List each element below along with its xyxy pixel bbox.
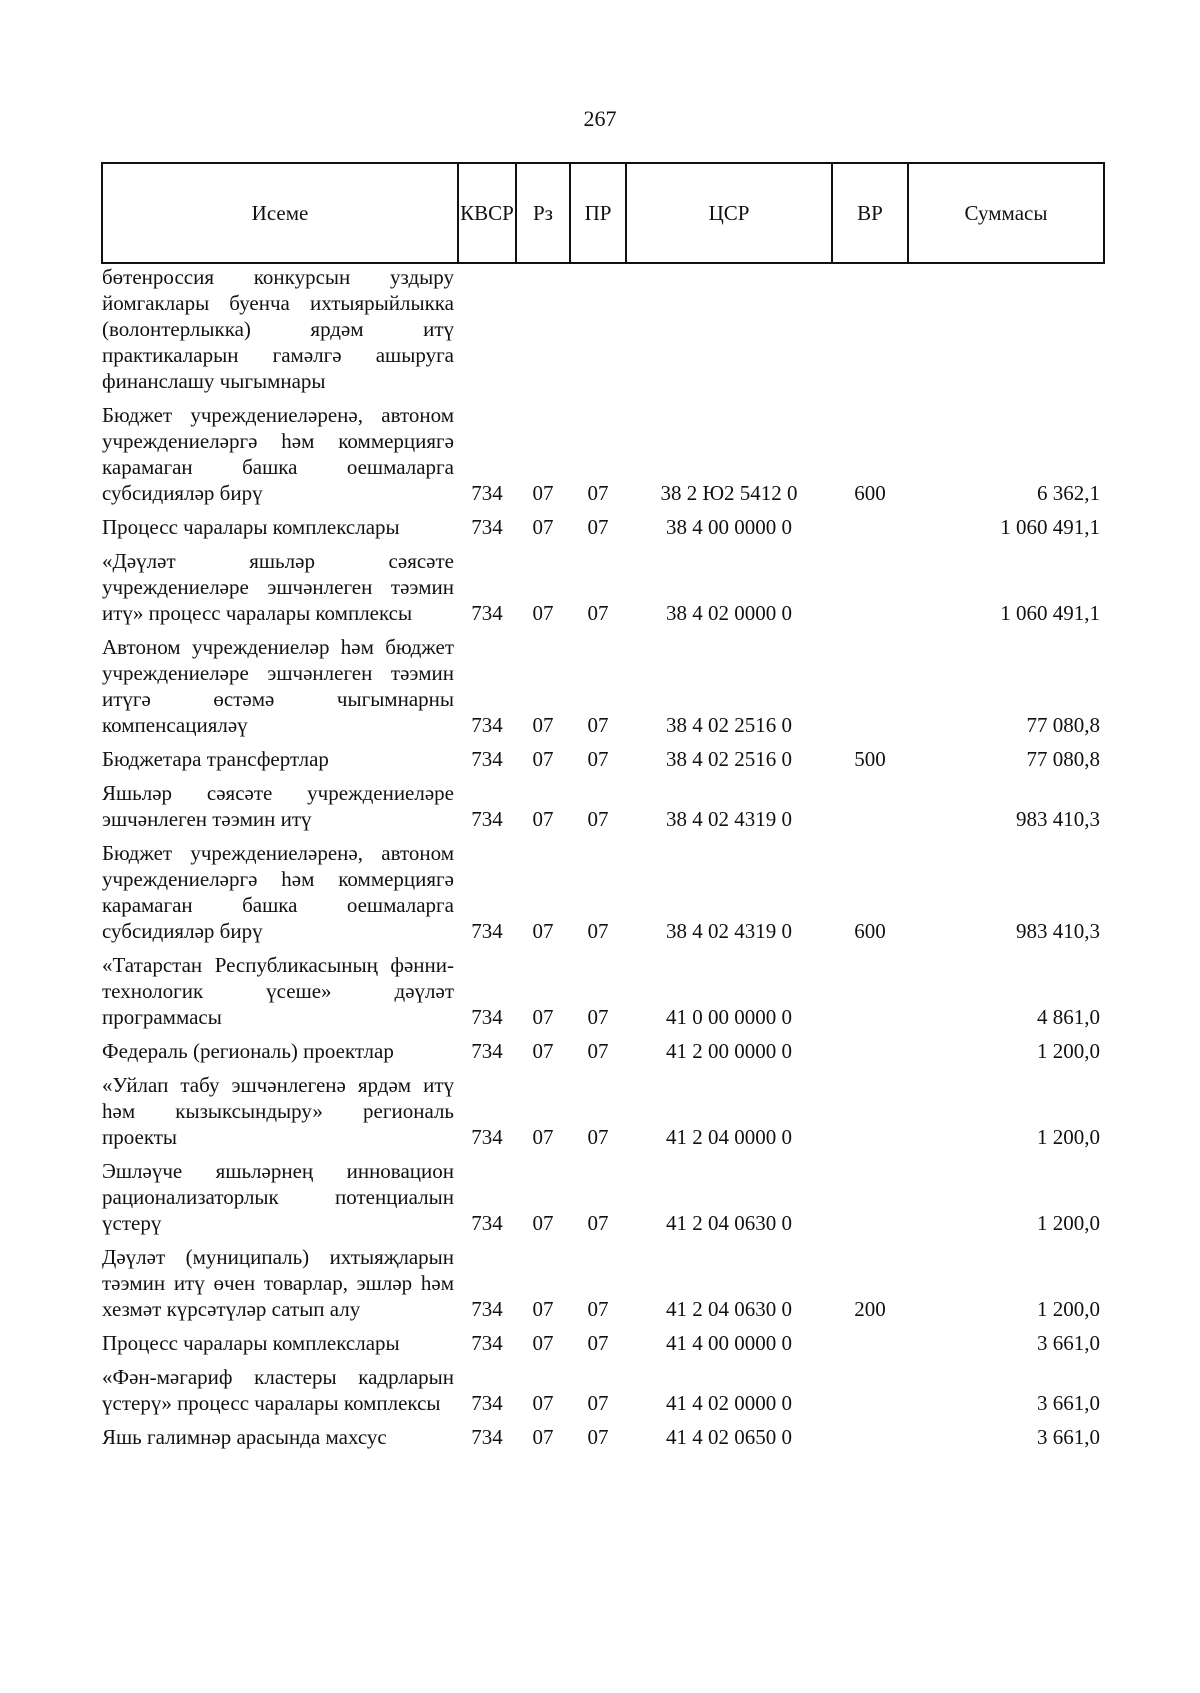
table-row — [102, 396, 1104, 508]
row-sum — [908, 263, 1104, 396]
row-rz: 07 — [532, 713, 554, 737]
row-rz: 07 — [532, 601, 554, 625]
header-csr: ЦСР — [626, 163, 832, 263]
row-kvsr: 734 — [471, 747, 503, 771]
row-pr: 07 — [587, 747, 609, 771]
row-kvsr: 734 — [471, 515, 503, 539]
row-csr: 41 2 04 0000 0 — [666, 1125, 792, 1149]
row-vr — [832, 1418, 908, 1452]
row-name: «Татарстан Республикасының фәнни-технологик үсеше» дәүләт программасы — [102, 953, 454, 1029]
page-number: 267 — [583, 106, 617, 131]
header-rz: Рз — [516, 163, 570, 263]
row-rz: 07 — [532, 919, 554, 943]
row-kvsr: 734 — [471, 807, 503, 831]
row-vr — [832, 542, 908, 628]
row-sum: 77 080,8 — [1026, 747, 1100, 771]
row-pr: 07 — [587, 919, 609, 943]
table-row — [102, 1032, 1104, 1066]
table-row — [102, 834, 1104, 946]
row-csr: 41 2 04 0630 0 — [666, 1297, 792, 1321]
row-rz: 07 — [532, 807, 554, 831]
row-pr: 07 — [587, 481, 609, 505]
row-kvsr: 734 — [471, 1005, 503, 1029]
row-vr — [832, 1032, 908, 1066]
row-name: «Уйлап табу эшчәнлегенә ярдәм итү һәм кызыксындыру» региональ проекты — [102, 1073, 454, 1149]
table-row — [102, 1324, 1104, 1358]
row-pr — [570, 263, 626, 396]
row-name: Бюджет учреждениеләренә, автоном учреждениеләргә һәм коммерциягә карамаган башка оешмаларга субсидияләр бирү — [102, 841, 454, 943]
row-csr: 41 0 00 0000 0 — [666, 1005, 792, 1029]
table-row — [102, 946, 1104, 1032]
row-pr: 07 — [587, 1331, 609, 1355]
row-name: Бюджетара трансфертлар — [102, 747, 329, 771]
row-sum: 3 661,0 — [1037, 1391, 1100, 1415]
row-csr: 41 2 00 0000 0 — [666, 1039, 792, 1063]
table-row — [102, 1418, 1104, 1452]
row-kvsr: 734 — [471, 1331, 503, 1355]
table-row — [102, 774, 1104, 834]
row-sum: 1 200,0 — [1037, 1297, 1100, 1321]
row-kvsr: 734 — [471, 713, 503, 737]
table-row — [102, 263, 1104, 396]
table-row — [102, 1358, 1104, 1418]
row-csr: 38 4 02 2516 0 — [666, 747, 792, 771]
row-kvsr: 734 — [471, 481, 503, 505]
row-csr: 41 4 02 0650 0 — [666, 1425, 792, 1449]
table-row — [102, 1152, 1104, 1238]
row-sum: 6 362,1 — [1037, 481, 1100, 505]
row-csr: 41 4 02 0000 0 — [666, 1391, 792, 1415]
row-vr — [832, 1324, 908, 1358]
row-pr: 07 — [587, 1391, 609, 1415]
row-vr — [832, 1358, 908, 1418]
row-sum: 1 060 491,1 — [1000, 601, 1100, 625]
row-kvsr: 734 — [471, 1425, 503, 1449]
table-body — [102, 263, 1104, 1452]
row-sum: 983 410,3 — [1016, 807, 1100, 831]
row-kvsr: 734 — [471, 1391, 503, 1415]
row-vr: 600 — [854, 481, 886, 505]
row-sum: 4 861,0 — [1037, 1005, 1100, 1029]
row-sum: 3 661,0 — [1037, 1425, 1100, 1449]
row-csr: 41 2 04 0630 0 — [666, 1211, 792, 1235]
row-rz: 07 — [532, 1331, 554, 1355]
row-pr: 07 — [587, 807, 609, 831]
row-pr: 07 — [587, 1005, 609, 1029]
row-name: «Фән-мәгариф кластеры кадрларын үстерү» процесс чаралары комплексы — [102, 1365, 454, 1415]
row-csr: 41 4 00 0000 0 — [666, 1331, 792, 1355]
row-name: Процесс чаралары комплекслары — [102, 1331, 400, 1355]
row-name: «Дәүләт яшьләр сәясәте учреждениеләре эшчәнлеген тәэмин итү» процесс чаралары комплексы — [102, 549, 454, 625]
row-rz: 07 — [532, 515, 554, 539]
row-vr — [832, 628, 908, 740]
row-pr: 07 — [587, 1039, 609, 1063]
header-sum: Суммасы — [908, 163, 1104, 263]
row-pr: 07 — [587, 601, 609, 625]
row-name: бөтенроссия конкурсын уздыру йомгаклары буенча ихтыярыйлыкка (волонтерлыкка) ярдәм итү практикаларын гамәлгә ашыруга финанслашу чыгымнары — [102, 265, 454, 393]
row-rz: 07 — [532, 481, 554, 505]
row-sum: 1 060 491,1 — [1000, 515, 1100, 539]
table-row — [102, 1238, 1104, 1324]
row-kvsr: 734 — [471, 1125, 503, 1149]
row-pr: 07 — [587, 1425, 609, 1449]
row-csr — [626, 263, 832, 396]
table-row — [102, 542, 1104, 628]
row-name: Автоном учреждениеләр һәм бюджет учреждениеләре эшчәнлеген тәэмин итүгә өстәмә чыгымнарны компенсацияләү — [102, 635, 454, 737]
row-name: Дәүләт (муниципаль) ихтыяҗларын тәэмин итү өчен товарлар, эшләр һәм хезмәт күрсәтүләр сатып алу — [102, 1245, 454, 1321]
table-row — [102, 740, 1104, 774]
table-row — [102, 628, 1104, 740]
row-kvsr: 734 — [471, 1039, 503, 1063]
row-vr: 200 — [854, 1297, 886, 1321]
header-pr: ПР — [570, 163, 626, 263]
row-name: Эшләүче яшьләрнең инновацион рационализаторлык потенциалын үстерү — [102, 1159, 454, 1235]
header-vr: ВР — [832, 163, 908, 263]
row-name: Федераль (региональ) проектлар — [102, 1039, 394, 1063]
header-kvsr: КВСР — [458, 163, 516, 263]
row-rz: 07 — [532, 1425, 554, 1449]
row-rz: 07 — [532, 1211, 554, 1235]
row-vr: 600 — [854, 919, 886, 943]
row-rz: 07 — [532, 1297, 554, 1321]
row-csr: 38 4 02 4319 0 — [666, 919, 792, 943]
row-vr — [832, 1066, 908, 1152]
row-vr — [832, 1152, 908, 1238]
row-rz: 07 — [532, 747, 554, 771]
row-name: Бюджет учреждениеләренә, автоном учреждениеләргә һәм коммерциягә карамаган башка оешмаларга субсидияләр бирү — [102, 403, 454, 505]
row-vr — [832, 508, 908, 542]
row-kvsr: 734 — [471, 1297, 503, 1321]
table-row — [102, 1066, 1104, 1152]
row-pr: 07 — [587, 1297, 609, 1321]
row-csr: 38 4 02 4319 0 — [666, 807, 792, 831]
row-pr: 07 — [587, 713, 609, 737]
row-vr: 500 — [854, 747, 886, 771]
row-csr: 38 4 00 0000 0 — [666, 515, 792, 539]
row-sum: 3 661,0 — [1037, 1331, 1100, 1355]
row-sum: 1 200,0 — [1037, 1211, 1100, 1235]
row-csr: 38 4 02 2516 0 — [666, 713, 792, 737]
row-csr: 38 2 Ю2 5412 0 — [660, 481, 798, 505]
row-sum: 1 200,0 — [1037, 1125, 1100, 1149]
table-row — [102, 508, 1104, 542]
row-kvsr: 734 — [471, 919, 503, 943]
row-name: Яшь галимнәр арасында махсус — [102, 1425, 387, 1449]
row-rz — [516, 263, 570, 396]
row-name: Яшьләр сәясәте учреждениеләре эшчәнлеген тәэмин итү — [102, 781, 454, 831]
row-sum: 77 080,8 — [1026, 713, 1100, 737]
row-rz: 07 — [532, 1391, 554, 1415]
row-kvsr: 734 — [471, 601, 503, 625]
row-vr — [832, 946, 908, 1032]
row-pr: 07 — [587, 1211, 609, 1235]
row-pr: 07 — [587, 1125, 609, 1149]
row-vr — [832, 263, 908, 396]
header-name: Исеме — [102, 163, 458, 263]
row-rz: 07 — [532, 1125, 554, 1149]
row-sum: 1 200,0 — [1037, 1039, 1100, 1063]
row-kvsr — [458, 263, 516, 396]
table-header — [102, 163, 1104, 263]
row-pr: 07 — [587, 515, 609, 539]
row-sum: 983 410,3 — [1016, 919, 1100, 943]
row-rz: 07 — [532, 1005, 554, 1029]
budget-table — [101, 162, 1105, 1452]
row-rz: 07 — [532, 1039, 554, 1063]
row-kvsr: 734 — [471, 1211, 503, 1235]
row-vr — [832, 774, 908, 834]
row-csr: 38 4 02 0000 0 — [666, 601, 792, 625]
row-name: Процесс чаралары комплекслары — [102, 515, 400, 539]
